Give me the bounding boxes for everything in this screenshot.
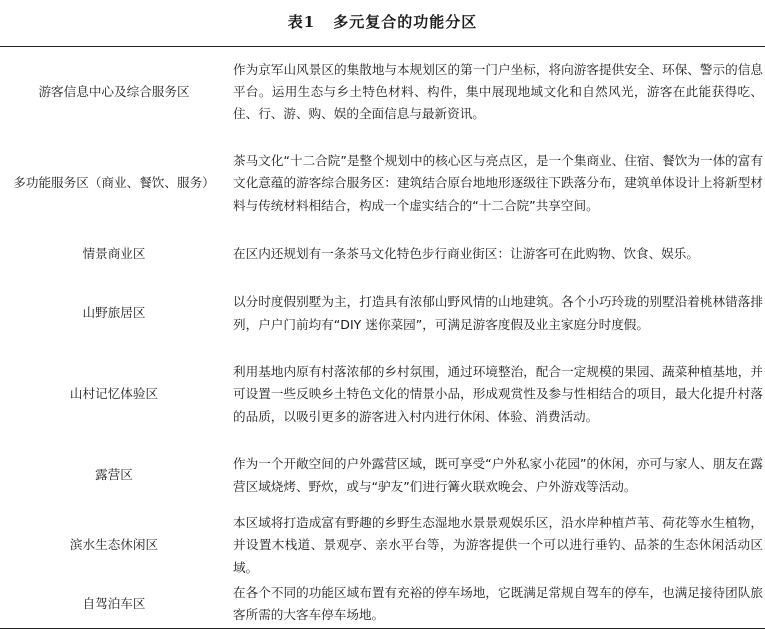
- zone-description: 在各个不同的功能区域布置有充裕的停车场地，它既满足常规自驾车的停车，也满足接待团队旅客所需的大客车停车场地。: [233, 584, 763, 623]
- table-row: [0, 441, 765, 511]
- zone-name: 多功能服务区（商业、餐饮、服务）: [13, 175, 215, 191]
- zone-name: 滨水生态休闲区: [69, 537, 159, 553]
- zone-description: 利用基地内原有村落浓郁的乡村氛围，通过环境整治，配合一定规模的果园、蔬菜种植基地，并可设置一些反映乡土特色文化的情景小品，形成观赏性及参与性相结合的项目，最大化提升村落的品质，以吸引更多的游客进入村内进行休闲、体验、消费活动。: [233, 363, 763, 424]
- zone-name: 山村记忆体验区: [69, 386, 159, 402]
- zone-description: 在区内还规划有一条茶马文化特色步行商业街区：让游客可在此购物、饮食、娱乐。: [233, 245, 699, 261]
- table-row: [0, 581, 765, 629]
- zone-name: 情景商业区: [82, 245, 146, 261]
- zone-description: 以分时度假别墅为主，打造具有浓郁山野风情的山地建筑。各个小巧玲珑的别墅沿着桃林错落排列，户户门前均有“DIY 迷你菜园”，可满足游客度假及业主家庭分时度假。: [233, 294, 763, 332]
- table-row: [0, 349, 765, 441]
- zone-description: 作为一个开敞空间的户外露营区域，既可享受“户外私家小花园”的休闲，亦可与家人、朋友在露营区域烧烤、野炊，或与“驴友”们进行篝火联欢晚会、户外游戏等活动。: [233, 456, 763, 494]
- zone-name: 游客信息中心及综合服务区: [38, 84, 190, 100]
- table-row: [0, 47, 765, 138]
- zone-name: 露营区: [95, 467, 133, 483]
- zone-description: 本区域将打造成富有野趣的乡野生态湿地水景景观娱乐区，沿水岸种植芦苇、荷花等水生植物，并设置木栈道、景观亭、亲水平台等，为游客提供一个可以进行垂钓、品茶的生态休闲活动区域。: [233, 514, 763, 575]
- table-row: [0, 279, 765, 349]
- zone-description: 作为京军山风景区的集散地与本规划区的第一门户坐标，将向游客提供安全、环保、警示的信息平台。运用生态与乡土特色材料、构件，集中展现地域文化和自然风光，游客在此能获得吃、住、行、游、购、娱的全面信息与最新资讯。: [233, 61, 763, 122]
- table-title: 多元复合的功能分区: [333, 13, 478, 31]
- table-row: [0, 230, 765, 279]
- table-caption: [0, 0, 765, 46]
- table-row: [0, 511, 765, 581]
- zone-name: 自驾泊车区: [82, 596, 146, 612]
- zone-name: 山野旅居区: [82, 305, 146, 321]
- table-row: [0, 138, 765, 230]
- table-number: 表1: [287, 13, 316, 31]
- function-zones-table: [0, 46, 765, 629]
- zone-description: 茶马文化“十二合院”是整个规划中的核心区与亮点区，是一个集商业、住宿、餐饮为一体的富有文化意蕴的游客综合服务区：建筑结合原台地地形逐级往下跌落分布，建筑单体设计上将新型材料与传统材料相结合，构成一个虚实结合的“十二合院”共享空间。: [233, 152, 763, 213]
